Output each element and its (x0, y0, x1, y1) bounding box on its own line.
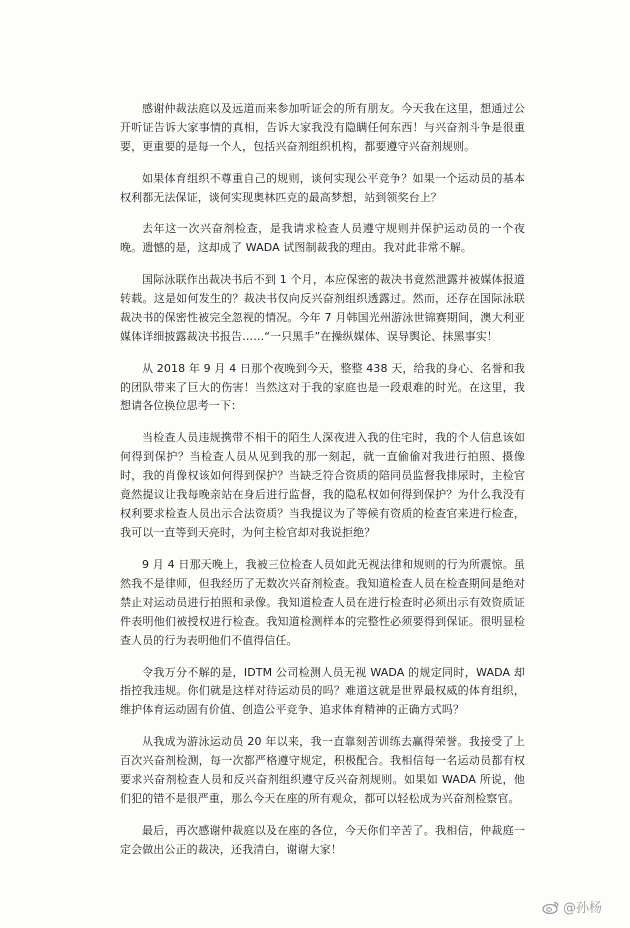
paragraph-4: 国际泳联作出裁决书后不到 1 个月，本应保密的裁决书竟然泄露并被媒体报道转载。这是如何发生的？裁决书仅向反兴奋剂组织透露过。然而，还存在国际泳联裁决书的保密性被完全忽视的情况。今年 7 月韩国光州游泳世锦赛期间，澳大利亚媒体详细披露裁决书报告……“一只黑手”在操纵媒体、误导舆论、抹黑事实！ (120, 272, 525, 343)
weibo-icon (542, 900, 560, 914)
paragraph-8: 令我万分不解的是，IDTM 公司检测人员无视 WADA 的规定同时，WADA 却指控我违规。你们就是这样对待运动员的吗？难道这就是世界最权威的体育组织，维护体育运动固有价值、创造公平竞争、追求体育精神的正确方式吗？ (120, 665, 525, 717)
weibo-watermark (542, 897, 602, 916)
paragraph-10: 最后，再次感谢仲裁庭以及在座的各位，今天你们辛苦了。我相信，仲裁庭一定会做出公正的裁决，还我清白，谢谢大家！ (120, 823, 525, 856)
paragraph-9: 从我成为游泳运动员 20 年以来，我一直靠刻苦训练去赢得荣誉。我接受了上百次兴奋剂检测，每一次都严格遵守规定，积极配合。我相信每一名运动员都有权要求兴奋剂检查人员和反兴奋剂组织遵守反兴奋剂规则。如果如 WADA 所说，他们犯的错不是很严重，那么今天在座的所有观众，都可以轻松成为兴奋剂检察官。 (120, 735, 525, 805)
paragraph-2: 如果体育组织不尊重自己的规则，谈何实现公平竞争？如果一个运动员的基本权利都无法保证，谈何实现奥林匹克的最高梦想，站到领奖台上？ (120, 171, 525, 204)
watermark-text: @孙杨 (562, 901, 602, 916)
paragraph-1: 感谢仲裁法庭以及远道而来参加听证会的所有朋友。今天我在这里，想通过公开听证告诉大家事情的真相，告诉大家我没有隐瞒任何东西！与兴奋剂斗争是很重要，更重要的是每一个人，包括兴奋剂组织机构，都要遵守兴奋剂规则。 (120, 102, 525, 153)
paragraph-6: 当检查人员违规携带不相干的陌生人深夜进入我的住宅时，我的个人信息该如何得到保护？当检查人员从见到我的那一刻起，就一直偷偷对我进行拍照、摄像时，我的肖像权该如何得到保护？当缺乏符合资质的陪同员监督我排尿时，主检官竟然提议让我每晚亲站在身后进行监督，我的隐私权如何得到保护？为什么我没有权利要求检查人员出示合法资质？当我提议为了等候有资质的检查官来进行检查，我可以一直等到天亮时，为何主检官却对我说拒绝？ (120, 431, 525, 539)
paragraph-3: 去年这一次兴奋剂检查，是我请求检查人员遵守规则并保护运动员的一个夜晚。遗憾的是，这却成了 WADA 试图制裁我的理由。我对此非常不解。 (120, 222, 525, 255)
paragraph-7: 9 月 4 日那天晚上，我被三位检查人员如此无视法律和规则的行为所震惊。虽然我不是律师，但我经历了无数次兴奋剂检查。我知道检查人员在检查期间是绝对禁止对运动员进行拍照和录像。我知道检查人员在进行检查时必须出示有效资质证件表明他们被授权进行检查。我知道检测样本的完整性必须要得到保证。很明显检查人员的行为表明他们不值得信任。 (120, 557, 525, 647)
paragraph-5: 从 2018 年 9 月 4 日那个夜晚到今天，整整 438 天，给我的身心、名誉和我的团队带来了巨大的伤害！当然这对于我的家庭也是一段艰难的时光。在这里，我想请各位换位思考一下： (120, 361, 525, 413)
